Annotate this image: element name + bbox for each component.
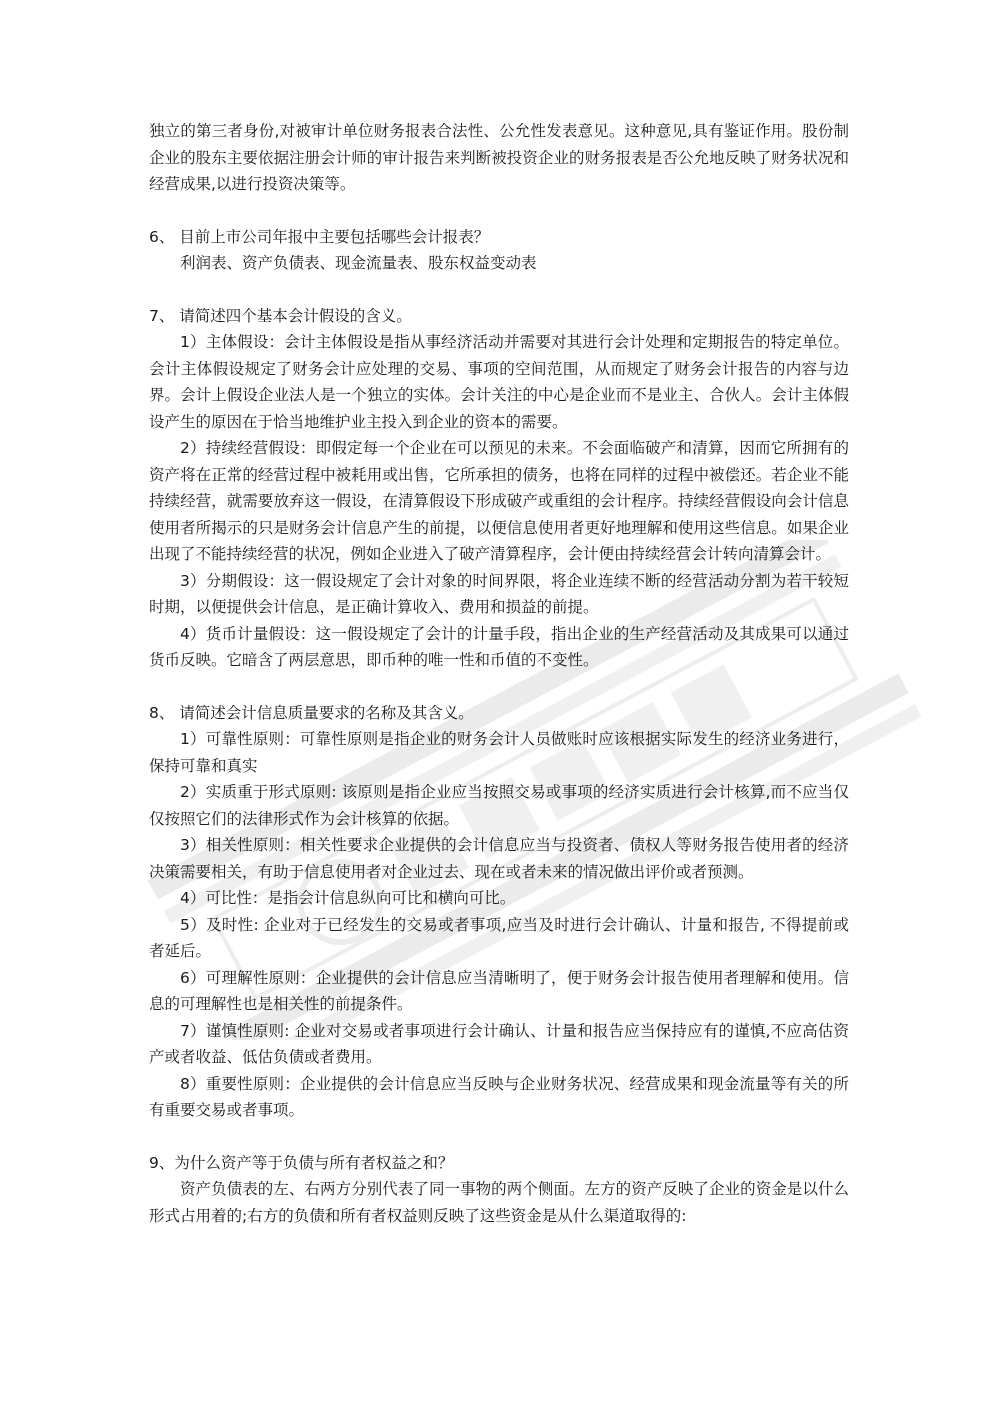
- q8-item-3: 3）相关性原则：相关性要求企业提供的会计信息应当与投资者、债权人等财务报告使用者的经济决策需要相关，有助于信息使用者对企业过去、现在或者未来的情况做出评价或者预测。: [149, 836, 849, 881]
- answer-9: 资产负债表的左、右两方分别代表了同一事物的两个侧面。左方的资产反映了企业的资金是以什么形式占用着的;右方的负债和所有者权益则反映了这些资金是从什么渠道取得的:: [149, 1180, 849, 1225]
- intro-paragraph: 独立的第三者身份,对被审计单位财务报表合法性、公允性发表意见。这种意见,具有鉴证作用。股份制企业的股东主要依据注册会计师的审计报告来判断被投资企业的财务报表是否公允地反映了财务状况和经营成果,以进行投资决策等。: [149, 122, 849, 193]
- answer-6: 利润表、资产负债表、现金流量表、股东权益变动表: [180, 254, 537, 272]
- q7-item-3: 3）分期假设：这一假设规定了会计对象的时间界限，将企业连续不断的经营活动分割为若干较短时期，以便提供会计信息，是正确计算收入、费用和损益的前提。: [149, 571, 849, 616]
- q8-item-1: 1）可靠性原则：可靠性原则是指企业的财务会计人员做账时应该根据实际发生的经济业务进行，保持可靠和真实: [149, 730, 849, 775]
- q8-item-5: 5）及时性: 企业对于已经发生的交易或者事项,应当及时进行会计确认、计量和报告, 不得提前或者延后。: [149, 915, 849, 960]
- question-9: 9、为什么资产等于负债与所有者权益之和？: [149, 1153, 454, 1172]
- question-8: 8、 请简述会计信息质量要求的名称及其含义。: [149, 703, 474, 722]
- q8-item-2: 2）实质重于形式原则: 该原则是指企业应当按照交易或事项的经济实质进行会计核算,而不应当仅仅按照它们的法律形式作为会计核算的依据。: [149, 783, 849, 828]
- question-7: 7、 请简述四个基本会计假设的含义。: [149, 306, 412, 325]
- q7-item-1: 1）主体假设：会计主体假设是指从事经济活动并需要对其进行会计处理和定期报告的特定单位。会计主体假设规定了财务会计应处理的交易、事项的空间范围，从而规定了财务会计报告的内容与边界。会计上假设企业法人是一个独立的实体。会计关注的中心是企业而不是业主、合伙人。会计主体假设产生的原因在于恰当地维护业主投入到企业的资本的需要。: [149, 333, 849, 431]
- q8-item-7: 7）谨慎性原则: 企业对交易或者事项进行会计确认、计量和报告应当保持应有的谨慎,不应高估资产或者收益、低估负债或者费用。: [149, 1021, 849, 1066]
- document-page: [149, 118, 849, 1229]
- q7-item-2: 2）持续经营假设：即假定每一个企业在可以预见的未来。不会面临破产和清算，因而它所拥有的资产将在正常的经营过程中被耗用或出售，它所承担的债务，也将在同样的过程中被偿还。若企业不能持续经营，就需要放弃这一假设，在清算假设下形成破产或重组的会计程序。持续经营假设向会计信息使用者所揭示的只是财务会计信息产生的前提，以便信息使用者更好地理解和使用这些信息。如果企业出现了不能持续经营的状况，例如企业进入了破产清算程序，会计便由持续经营会计转向清算会计。: [149, 439, 849, 563]
- question-6: 6、 目前上市公司年报中主要包括哪些会计报表？: [149, 227, 490, 246]
- q8-item-8: 8）重要性原则：企业提供的会计信息应当反映与企业财务状况、经营成果和现金流量等有关的所有重要交易或者事项。: [149, 1074, 849, 1119]
- q7-item-4: 4）货币计量假设：这一假设规定了会计的计量手段，指出企业的生产经营活动及其成果可以通过货币反映。它暗含了两层意思，即币种的唯一性和币值的不变性。: [149, 624, 849, 669]
- q8-item-6: 6）可理解性原则：企业提供的会计信息应当清晰明了，便于财务会计报告使用者理解和使用。信息的可理解性也是相关性的前提条件。: [149, 968, 849, 1013]
- q8-item-4: 4）可比性：是指会计信息纵向可比和横向可比。: [180, 889, 516, 907]
